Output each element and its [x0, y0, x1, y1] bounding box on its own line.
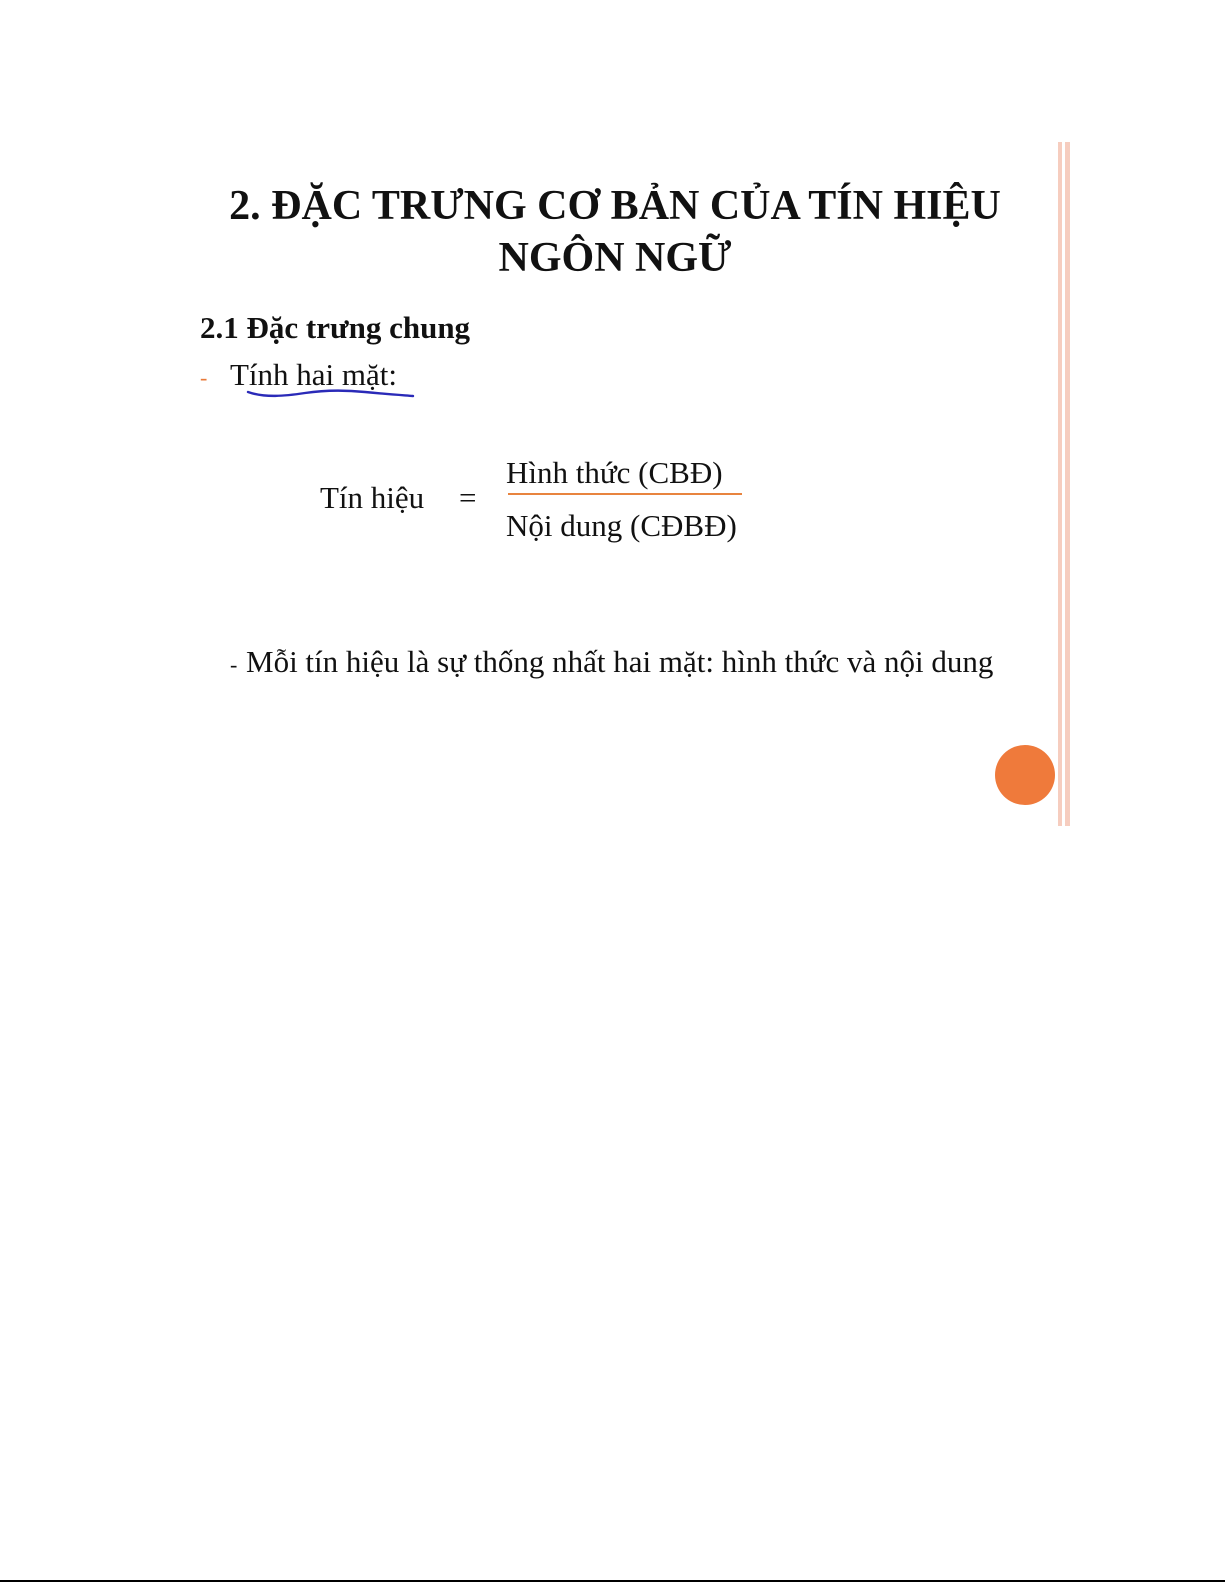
- formula-equals-sign: =: [459, 480, 477, 515]
- formula-left-term: Tín hiệu: [320, 480, 425, 515]
- section-subtitle: 2.1 Đặc trưng chung: [200, 310, 471, 345]
- slide-title-line1: 2. ĐẶC TRƯNG CƠ BẢN CỦA TÍN HIỆU: [229, 183, 1001, 229]
- orange-circle-decoration: [995, 745, 1055, 805]
- fraction-bar: [508, 493, 742, 495]
- formula-numerator: Hình thức (CBĐ): [506, 455, 723, 490]
- slide-title: [150, 180, 1080, 284]
- statement-line: [230, 642, 993, 685]
- formula-denominator: Nội dung (CĐBĐ): [506, 508, 737, 543]
- bullet-text: Tính hai mặt:: [230, 357, 398, 392]
- statement-text: Mỗi tín hiệu là sự thống nhất hai mặt: hình thức và nội dung: [246, 644, 994, 679]
- slide-title-line2: NGÔN NGỮ: [498, 235, 732, 281]
- bullet-marker: -: [200, 365, 208, 390]
- page-bottom-border: [0, 1580, 1225, 1582]
- statement-marker: -: [230, 652, 238, 677]
- handwritten-underline: [245, 386, 417, 402]
